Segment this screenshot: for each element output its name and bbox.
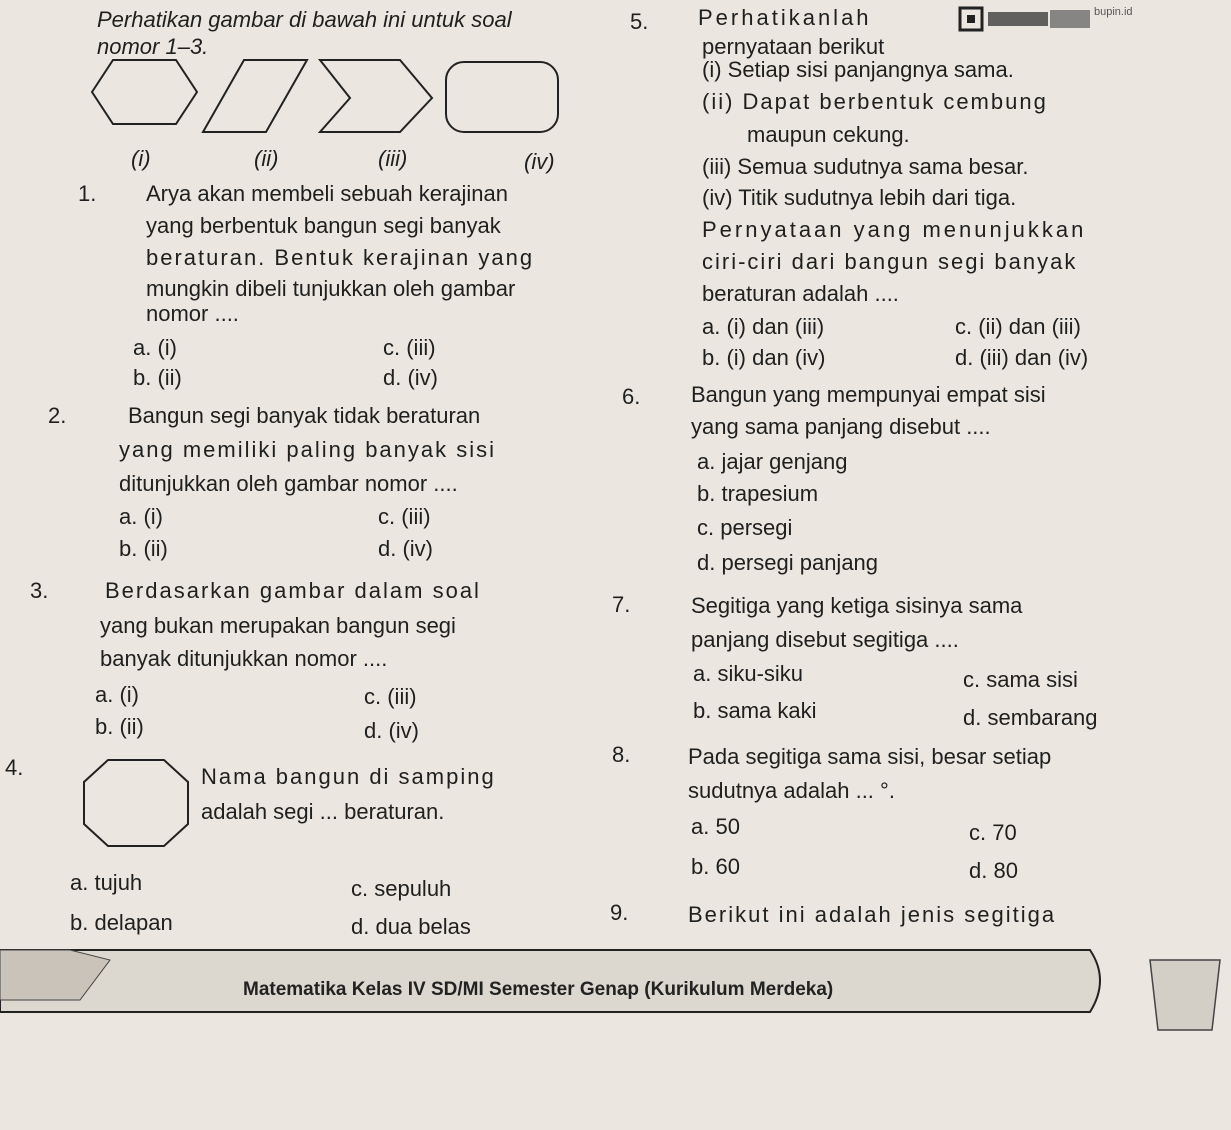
q2-option-a[interactable]: a. (i) (119, 504, 163, 529)
q7-number: 7. (612, 592, 631, 617)
q7-option-b[interactable]: b. sama kaki (693, 698, 817, 723)
q2-number: 2. (48, 403, 67, 428)
q4-option-a[interactable]: a. tujuh (70, 870, 143, 895)
q2-line-3: ditunjukkan oleh gambar nomor .... (119, 471, 458, 496)
q6-option-a[interactable]: a. jajar genjang (697, 449, 848, 474)
q5-line-10: beraturan adalah .... (702, 281, 899, 306)
q6-option-b[interactable]: b. trapesium (697, 481, 819, 506)
q4-option-d[interactable]: d. dua belas (351, 914, 471, 939)
q2-option-b[interactable]: b. (ii) (119, 536, 168, 561)
q4-option-c[interactable]: c. sepuluh (351, 876, 452, 901)
q2-line-1: Bangun segi banyak tidak beraturan (128, 403, 481, 428)
q9-line-1: Berikut ini adalah jenis segitiga (688, 902, 1057, 927)
q2-option-d[interactable]: d. (iv) (378, 536, 433, 561)
q5-statement-iii: (iii) Semua sudutnya sama besar. (702, 154, 1029, 179)
q6-line-2: yang sama panjang disebut .... (691, 414, 991, 439)
q3-option-d[interactable]: d. (iv) (364, 718, 419, 743)
q1-line-1: Arya akan membeli sebuah kerajinan (146, 181, 508, 206)
q1-option-a[interactable]: a. (i) (133, 335, 177, 360)
q1-line-4: mungkin dibeli tunjukkan oleh gambar (146, 276, 516, 301)
q5-statement-i: (i) Setiap sisi panjangnya sama. (702, 57, 1014, 82)
q8-option-a[interactable]: a. 50 (691, 814, 740, 839)
watermark-text: bupin.id (1094, 6, 1133, 18)
q4-line-2: adalah segi ... beraturan. (201, 799, 445, 824)
q5-line-9: ciri-ciri dari bangun segi banyak (702, 249, 1078, 274)
parallelogram-shape (203, 60, 307, 132)
q8-line-1: Pada segitiga sama sisi, besar setiap (688, 744, 1052, 769)
q5-statement-iv: (iv) Titik sudutnya lebih dari tiga. (702, 185, 1017, 210)
q1-option-b[interactable]: b. (ii) (133, 365, 182, 390)
q5-option-c[interactable]: c. (ii) dan (iii) (955, 314, 1081, 339)
q3-line-1: Berdasarkan gambar dalam soal (105, 578, 481, 603)
q8-line-2: sudutnya adalah ... °. (688, 778, 895, 803)
q9-number: 9. (610, 900, 629, 925)
intro-line-2: nomor 1–3. (97, 34, 209, 59)
q5-number: 5. (630, 9, 649, 34)
q8-option-b[interactable]: b. 60 (691, 854, 740, 879)
q5-option-d[interactable]: d. (iii) dan (iv) (955, 345, 1089, 370)
octagon-shape (84, 760, 188, 846)
q8-option-d[interactable]: d. 80 (969, 858, 1018, 883)
hexagon-shape (92, 60, 197, 124)
q6-line-1: Bangun yang mempunyai empat sisi (691, 382, 1046, 407)
q8-number: 8. (612, 742, 631, 767)
shape-label-iv: (iv) (524, 149, 555, 174)
q3-line-3: banyak ditunjukkan nomor .... (100, 646, 388, 671)
q6-option-c[interactable]: c. persegi (697, 515, 793, 540)
intro-line-1: Perhatikan gambar di bawah ini untuk soal (97, 7, 512, 32)
q3-option-b[interactable]: b. (ii) (95, 714, 144, 739)
rounded-rectangle-shape (446, 62, 558, 132)
q5-option-a[interactable]: a. (i) dan (iii) (702, 314, 825, 339)
q4-option-b[interactable]: b. delapan (70, 910, 173, 935)
q5-option-b[interactable]: b. (i) dan (iv) (702, 345, 826, 370)
q5-line-8: Pernyataan yang menunjukkan (702, 217, 1087, 242)
q3-line-2: yang bukan merupakan bangun segi (100, 613, 456, 638)
chevron-shape (320, 60, 432, 132)
q5-line-1: Perhatikanlah (698, 5, 872, 30)
q3-option-c[interactable]: c. (iii) (364, 684, 417, 709)
cup-icon (1150, 960, 1220, 1030)
q7-option-c[interactable]: c. sama sisi (963, 667, 1078, 692)
q7-option-d[interactable]: d. sembarang (963, 705, 1098, 730)
q5-line-2: pernyataan berikut (702, 34, 885, 59)
shape-label-i: (i) (131, 146, 151, 171)
q3-number: 3. (30, 578, 49, 603)
q1-option-c[interactable]: c. (iii) (383, 335, 436, 360)
q4-number: 4. (5, 755, 24, 780)
q1-line-5: nomor .... (146, 301, 239, 326)
q4-line-1: Nama bangun di samping (201, 764, 496, 789)
q6-option-d[interactable]: d. persegi panjang (697, 550, 879, 575)
q7-line-1: Segitiga yang ketiga sisinya sama (691, 593, 1023, 618)
shape-label-iii: (iii) (378, 146, 408, 171)
q3-option-a[interactable]: a. (i) (95, 682, 139, 707)
q1-line-3: beraturan. Bentuk kerajinan yang (146, 245, 535, 270)
q7-line-2: panjang disebut segitiga .... (691, 627, 959, 652)
q8-option-c[interactable]: c. 70 (969, 820, 1017, 845)
q6-number: 6. (622, 384, 641, 409)
q5-statement-ii: (ii) Dapat berbentuk cembung (702, 89, 1048, 114)
q5-statement-ii-cont: maupun cekung. (747, 122, 910, 147)
q2-line-2: yang memiliki paling banyak sisi (119, 437, 497, 462)
footer-title: Matematika Kelas IV SD/MI Semester Genap (Kurikulum Merdeka) (243, 979, 834, 1000)
q1-number: 1. (78, 181, 97, 206)
q2-option-c[interactable]: c. (iii) (378, 504, 431, 529)
q1-option-d[interactable]: d. (iv) (383, 365, 438, 390)
shape-label-ii: (ii) (254, 146, 279, 171)
q1-line-2: yang berbentuk bangun segi banyak (146, 213, 501, 238)
q7-option-a[interactable]: a. siku-siku (693, 661, 804, 686)
